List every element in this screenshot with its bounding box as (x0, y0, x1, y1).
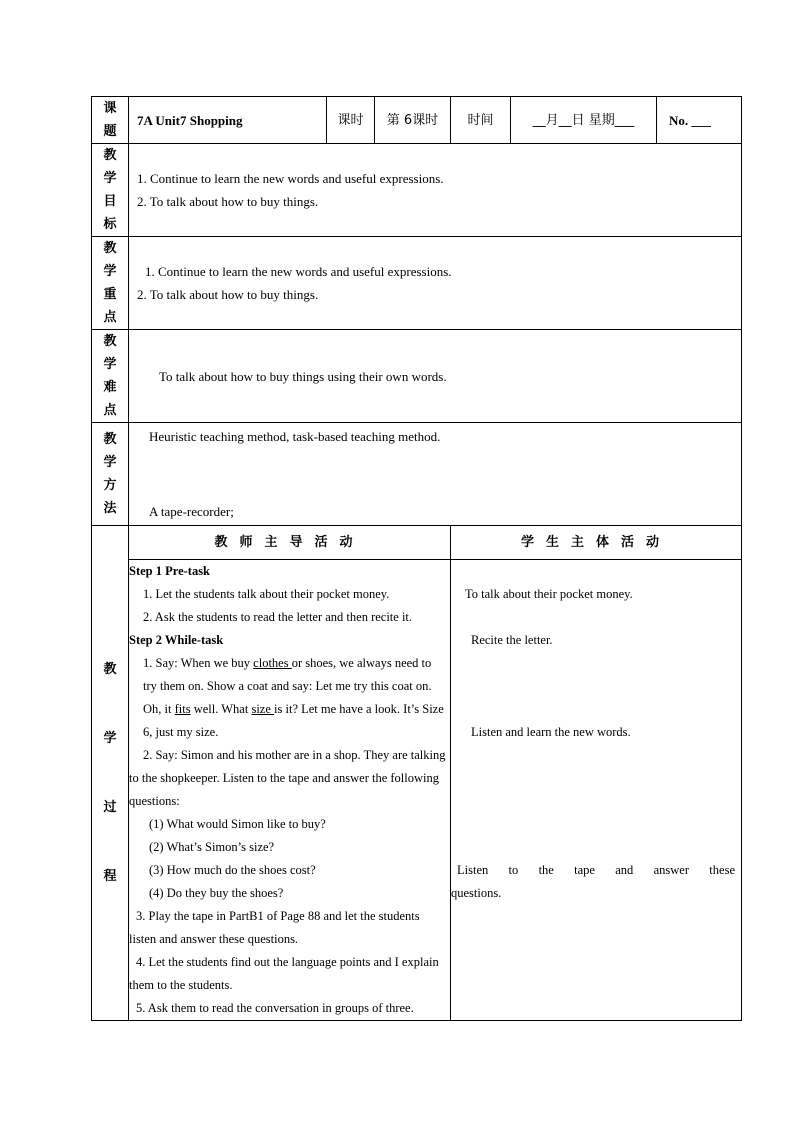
student-activity-header: 学生主体活动 (451, 526, 742, 560)
period-value: 第 6课时 (375, 97, 451, 144)
objectives-row (92, 144, 742, 237)
teacher-step-line: listen and answer these questions. (129, 932, 299, 946)
teacher-step-line: try them on. Show a coat and say: Let me try this coat on. (143, 679, 432, 693)
number-field: No. ___ (657, 97, 742, 144)
student-activity-line: Listen to the tape and answer these (457, 863, 735, 877)
student-activity-line: Recite the letter. (471, 633, 553, 647)
teacher-activity-header: 教师主导活动 (129, 526, 451, 560)
time-label: 时间 (451, 97, 511, 144)
process-label: 教 学 过 程 (92, 526, 129, 1021)
header-row (92, 97, 742, 144)
question-line: (3) How much do the shoes cost? (149, 863, 316, 877)
topic-label: 课 题 (92, 97, 129, 144)
teacher-step-line: them to the students. (129, 978, 233, 992)
student-activity-line: questions. (451, 886, 502, 900)
teacher-activities (129, 560, 451, 1021)
methods-row (92, 423, 742, 526)
difficulties-row (92, 330, 742, 423)
key-points-content (129, 237, 742, 330)
vocab-fits: fits (174, 702, 191, 716)
difficulties-label: 教 学 难 点 (92, 330, 129, 423)
vocab-clothes: clothes (253, 656, 292, 670)
student-activity-line: Listen and learn the new words. (471, 725, 631, 739)
objectives-label: 教 学 目 标 (92, 144, 129, 237)
method-line: Heuristic teaching method, task-based teaching method. (149, 429, 441, 444)
key-points-label: 教 学 重 点 (92, 237, 129, 330)
objectives-content (129, 144, 742, 237)
teacher-step-line: to the shopkeeper. Listen to the tape and answer the following (129, 771, 439, 785)
teacher-step-line: 5. Ask them to read the conversation in groups of three. (136, 1001, 414, 1015)
question-line: (2) What’s Simon’s size? (149, 840, 275, 854)
objective-line: 2. To talk about how to buy things. (137, 194, 319, 209)
question-line: (4) Do they buy the shoes? (149, 886, 284, 900)
teaching-aids-line: A tape-recorder; (149, 504, 234, 519)
methods-label: 教 学 方 法 (92, 423, 129, 526)
process-content-row (92, 560, 742, 1021)
step-heading: Step 1 Pre-task (129, 564, 211, 578)
lesson-plan-table (91, 96, 742, 1021)
process-header-row (92, 526, 742, 560)
key-point-line: 1. Continue to learn the new words and useful expressions. (145, 264, 452, 279)
teacher-step-line: 2. Ask the students to read the letter and then recite it. (143, 610, 413, 624)
teacher-step-line: 2. Say: Simon and his mother are in a shop. They are talking (143, 748, 446, 762)
teacher-step-line: 4. Let the students find out the language points and I explain (136, 955, 439, 969)
teacher-step-line: 3. Play the tape in PartB1 of Page 88 and let the students (136, 909, 420, 923)
teacher-step-line: Oh, it fits well. What size is it? Let me have a look. It’s Size (143, 702, 444, 716)
student-activities (451, 560, 742, 1021)
teacher-step-line: 1. Let the students talk about their pocket money. (143, 587, 390, 601)
step-heading: Step 2 While-task (129, 633, 224, 647)
date-field: __月__日 星期___ (511, 97, 657, 144)
period-label: 课时 (327, 97, 375, 144)
lesson-title: 7A Unit7 Shopping (129, 97, 327, 144)
key-point-line: 2. To talk about how to buy things. (137, 287, 319, 302)
student-activity-line: To talk about their pocket money. (465, 587, 633, 601)
teacher-step-line: 6, just my size. (143, 725, 219, 739)
methods-content (129, 423, 742, 526)
teacher-step-line: 1. Say: When we buy clothes or shoes, we always need to (143, 656, 432, 670)
question-line: (1) What would Simon like to buy? (149, 817, 326, 831)
vocab-size: size (251, 702, 275, 716)
difficulty-line: To talk about how to buy things using their own words. (159, 368, 447, 384)
difficulties-content (129, 330, 742, 423)
teacher-step-line: questions: (129, 794, 180, 808)
objective-line: 1. Continue to learn the new words and useful expressions. (137, 171, 444, 186)
key-points-row (92, 237, 742, 330)
